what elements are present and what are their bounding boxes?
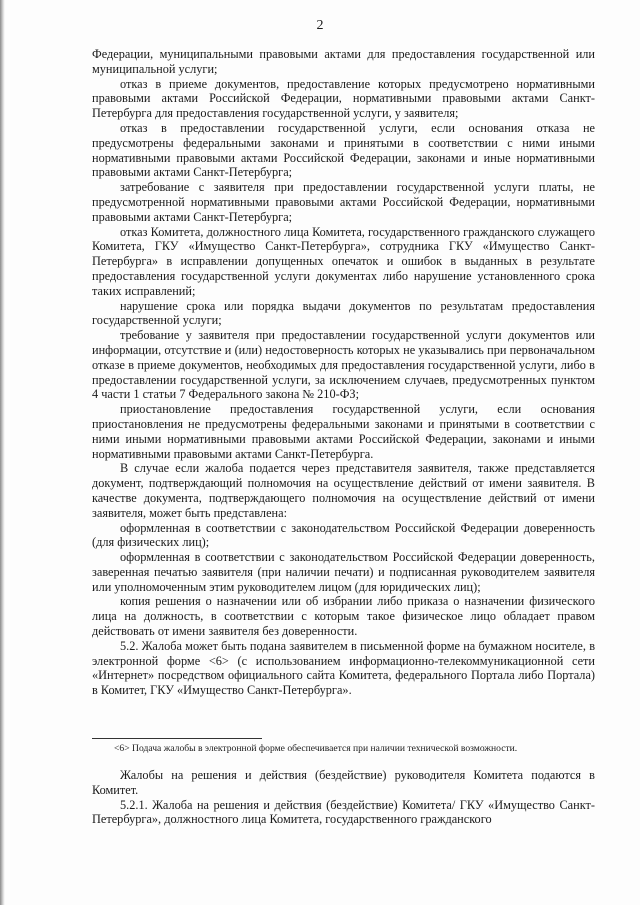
paragraph-power-of-attorney-individuals: оформленная в соответствии с законодательством Российской Федерации доверенность (для физических лиц); [92, 520, 595, 550]
paragraph-section-5-2-1: 5.2.1. Жалоба на решения и действия (бездействие) Комитета/ ГКУ «Имущество Санкт-Петербурга», должностного лица Комитета, государственного гражданского [92, 797, 595, 827]
paragraph-refusal-documents: отказ в приеме документов, предоставление которых предусмотрено нормативными правовыми актами Российской Федерации, нормативными правовыми актами Санкт-Петербурга для предоставления государственной услуги, у заявителя; [92, 76, 595, 121]
document-body-continued [92, 768, 595, 827]
paragraph-payment-demand: затребование с заявителя при предоставлении государственной услуги платы, не предусмотренной нормативными правовыми актами Российской Федерации, нормативными правовыми актами Санкт-Петербурга; [92, 180, 595, 224]
paragraph-section-5-2: 5.2. Жалоба может быть подана заявителем в письменной форме на бумажном носителе, в электронной форме <6> (с использованием информационно-телекоммуникационной сети «Интернет» посредством официального сайта Комитета, федерального Портала либо Портала) в Комитет, ГКУ «Имущество Санкт-Петербурга». [92, 638, 595, 698]
footnote-6: <6> Подача жалобы в электронной форме обеспечивается при наличии технической возможности. [114, 743, 518, 754]
paragraph-extra-documents: требование у заявителя при предоставлении государственной услуги документов или информации, отсутствие и (или) недостоверность которых не указывались при первоначальном отказе в приеме документов, необходимых для предоставления государственной услуги, либо в предоставлении государственной услуги, за исключением случаев, предусмотренных пунктом 4 части 1 статьи 7 Федерального закона № 210-ФЗ; [92, 328, 595, 402]
paragraph-suspension: приостановление предоставления государственной услуги, если основания приостановления не предусмотрены федеральными законами и принятыми в соответствии с ними иными нормативными правовыми актами Российской Федерации, законами и иными нормативными правовыми актами Санкт-Петербурга. [92, 402, 595, 461]
paragraph-representative: В случае если жалоба подается через представителя заявителя, также представляется документ, подтверждающий полномочия на осуществление действий от имени заявителя. В качестве документа, подтверждающего полномочия на осуществление действий от имени заявителя, может быть представлена: [92, 461, 595, 520]
footnote-divider [92, 738, 262, 739]
scan-binding-edge [0, 0, 5, 905]
paragraph-power-of-attorney-legal: оформленная в соответствии с законодательством Российской Федерации доверенность, заверенная печатью заявителя (при наличии печати) и подписанная руководителем заявителя или уполномоченным этим руководителем лицом (для юридических лиц); [92, 550, 595, 594]
paragraph-appointment-decision: копия решения о назначении или об избрании либо приказа о назначении физического лица на должность, в соответствии с которым такое физическое лицо обладает правом действовать от имени заявителя без доверенности. [92, 594, 595, 639]
paragraph-issuance-violation: нарушение срока или порядка выдачи документов по результатам предоставления государственной услуги; [92, 298, 595, 328]
paragraph-refusal-service: отказ в предоставлении государственной услуги, если основания отказа не предусмотрены федеральными законами и принятыми в соответствии с ними иными нормативными правовыми актами Российской Федерации, законами и иные нормативными правовыми актами Санкт-Петербурга; [92, 120, 595, 180]
paragraph-head-complaints: Жалобы на решения и действия (бездействие) руководителя Комитета подаются в Комитет. [92, 768, 595, 797]
paragraph-continuation: Федерации, муниципальными правовыми актами для предоставления государственной или муниципальной услуги; [92, 47, 595, 76]
paragraph-refusal-corrections: отказ Комитета, должностного лица Комитета, государственного гражданского служащего Комитета, ГКУ «Имущество Санкт-Петербурга», сотрудника ГКУ «Имущество Санкт-Петербурга» в исправлении допущенных опечаток и ошибок в выданных в результате предоставления государственной услуги документах либо нарушение установленного срока таких исправлений; [92, 224, 595, 298]
document-body [92, 47, 595, 698]
page-number: 2 [316, 18, 324, 33]
